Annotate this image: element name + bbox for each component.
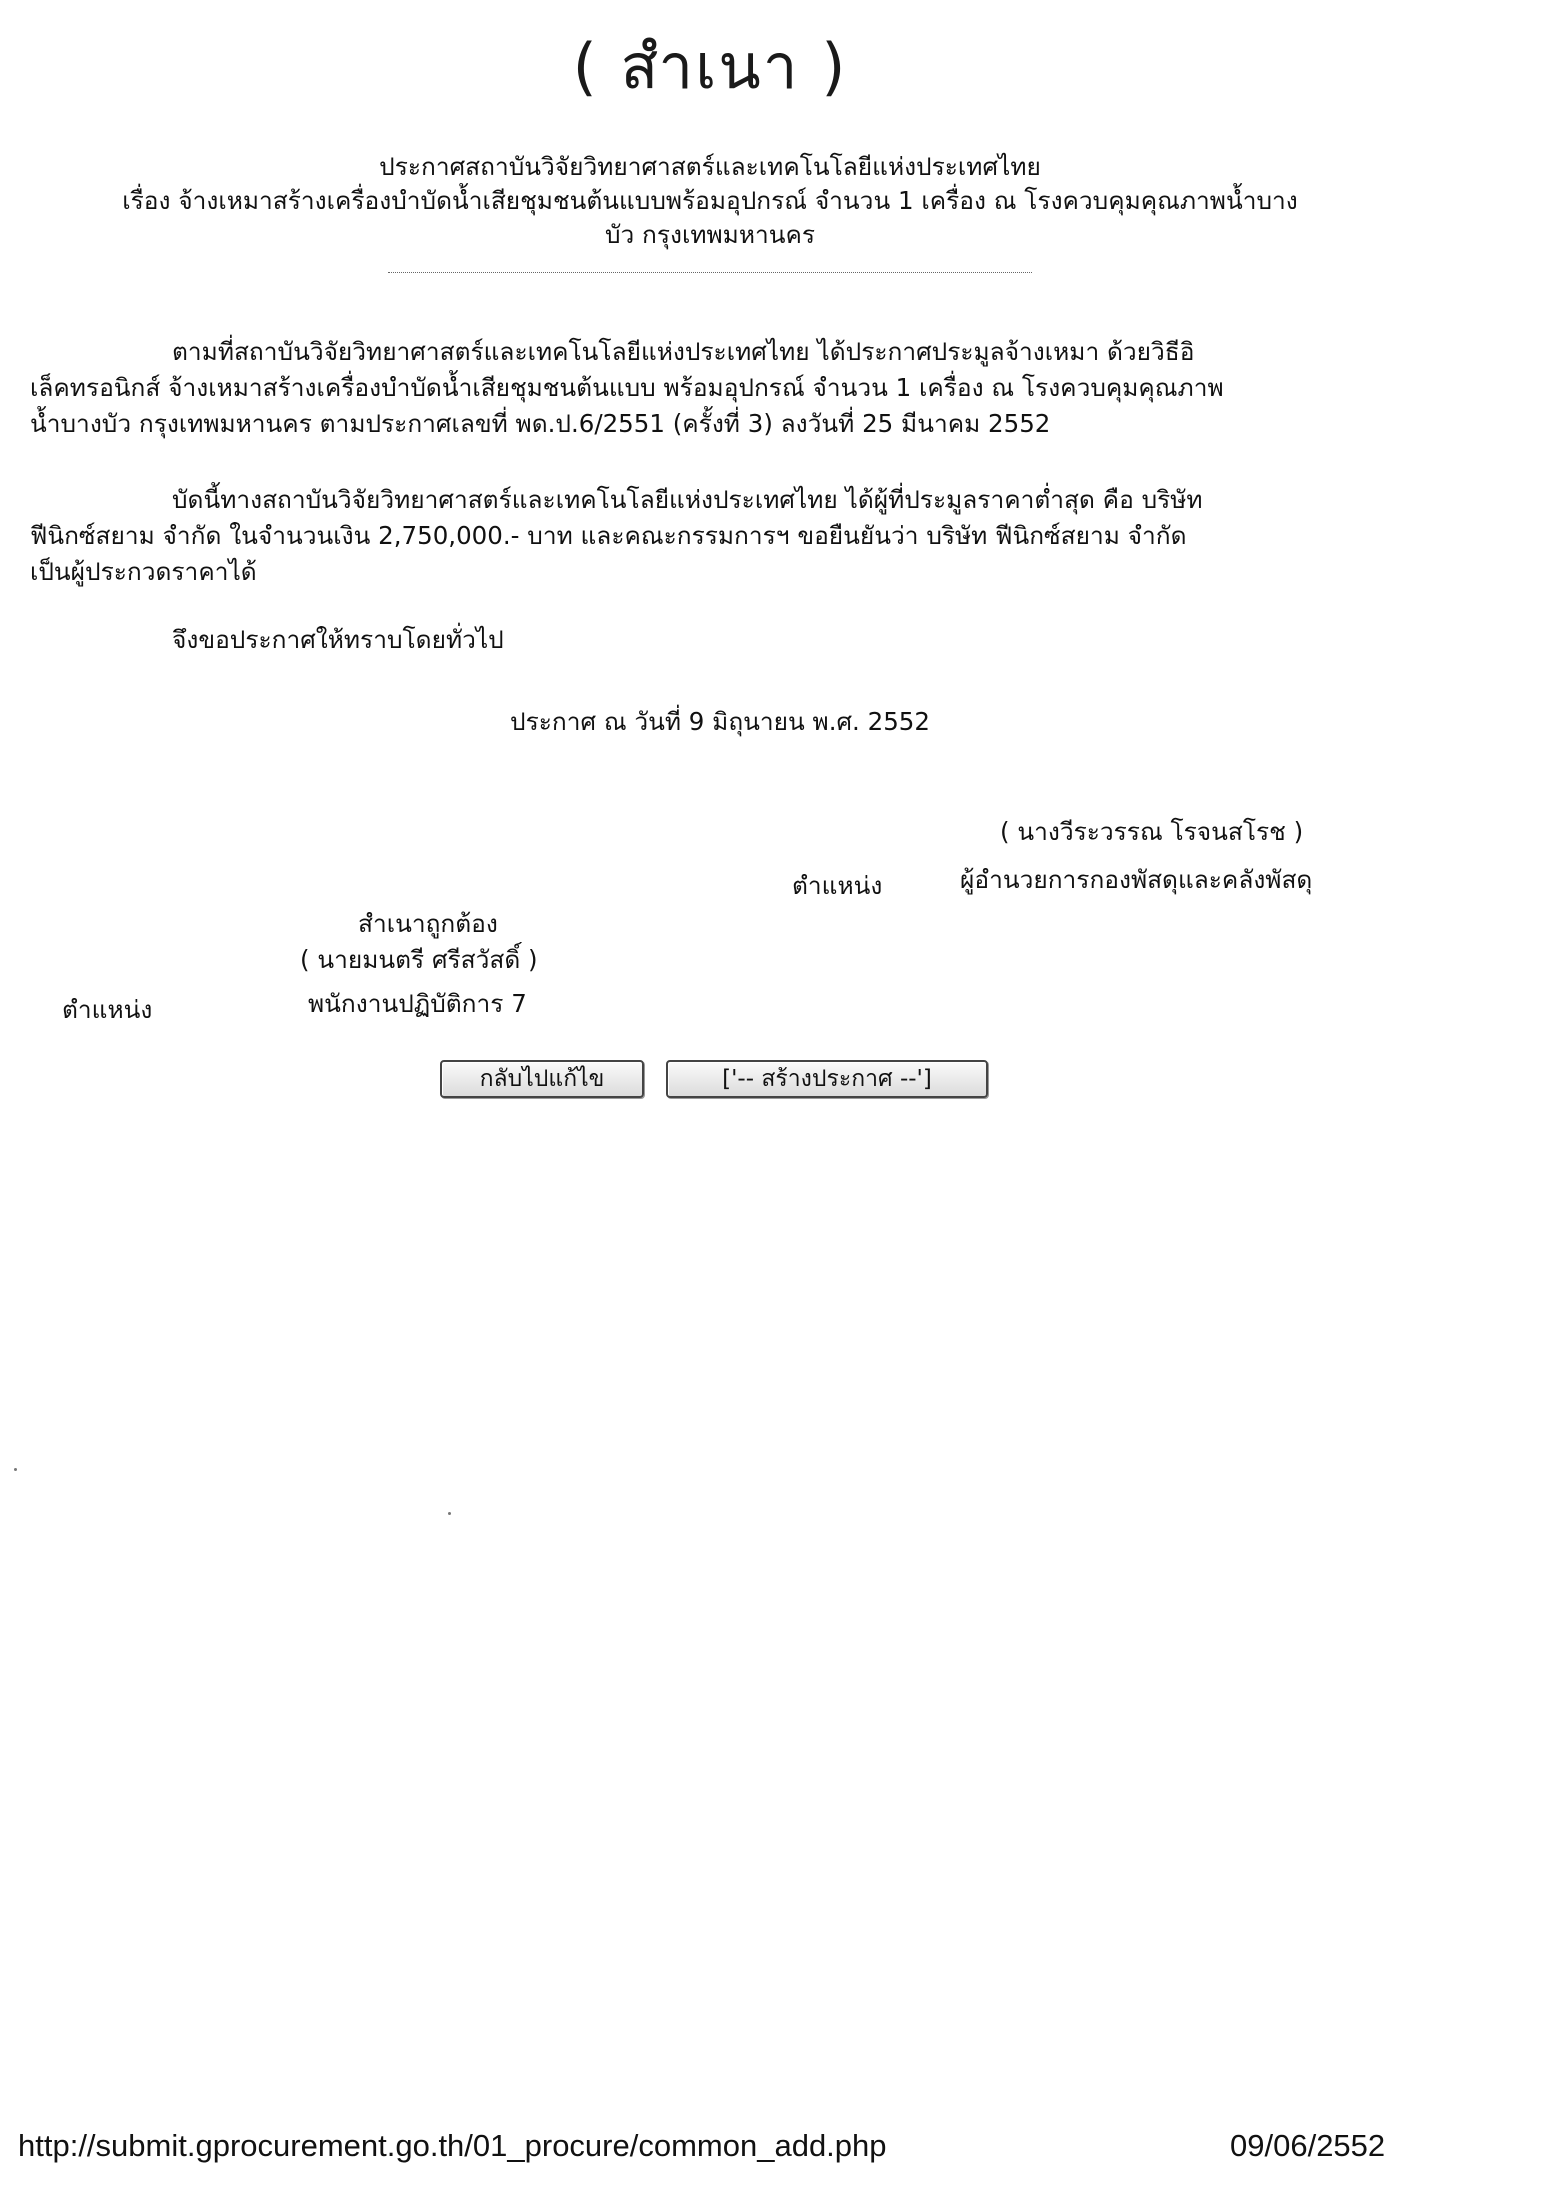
paragraph-1-line-3: น้ำบางบัว กรุงเทพมหานคร ตามประกาศเลขที่ พด.ป.6/2551 (ครั้งที่ 3) ลงวันที่ 25 มีนาคม 2552 — [30, 409, 1051, 438]
signer-position-label: ตำแหน่ง — [792, 871, 883, 900]
paragraph-2 — [30, 482, 1410, 590]
certifier-name: ( นายมนตรี ศรีสวัสดิ์ ) — [300, 945, 538, 974]
signer-position: ผู้อำนวยการกองพัสดุและคลังพัสดุ — [960, 865, 1313, 894]
back-to-edit-button[interactable]: กลับไปแก้ไข — [440, 1060, 644, 1098]
announcement-heading — [30, 150, 1390, 252]
certifier-position-label: ตำแหน่ง — [62, 995, 153, 1024]
heading-line-1: ประกาศสถาบันวิจัยวิทยาศาสตร์และเทคโนโลยีแห่งประเทศไทย — [379, 152, 1041, 181]
announcement-date: ประกาศ ณ วันที่ 9 มิถุนายน พ.ศ. 2552 — [510, 707, 930, 736]
footer-url: http://submit.gprocurement.go.th/01_procure/common_add.php — [18, 2128, 887, 2163]
certifier-position: พนักงานปฏิบัติการ 7 — [308, 989, 527, 1018]
footer-date: 09/06/2552 — [1230, 2128, 1386, 2163]
paragraph-1-line-2: เล็คทรอนิกส์ จ้างเหมาสร้างเครื่องบำบัดน้ำเสียชุมชนต้นแบบ พร้อมอุปกรณ์ จำนวน 1 เครื่อง ณ โรงควบคุมคุณภาพ — [30, 373, 1224, 402]
paragraph-2-line-2: ฟีนิกซ์สยาม จำกัด ในจำนวนเงิน 2,750,000.- บาท และคณะกรรมการฯ ขอยืนยันว่า บริษัท ฟีนิกซ์สยาม จำกัด — [30, 521, 1187, 550]
paragraph-3 — [30, 622, 1410, 658]
paragraph-2-line-1: บัดนี้ทางสถาบันวิจัยวิทยาศาสตร์และเทคโนโลยีแห่งประเทศไทย ได้ผู้ที่ประมูลราคาต่ำสุด คือ บริษัท — [172, 485, 1203, 514]
heading-line-2: เรื่อง จ้างเหมาสร้างเครื่องบำบัดน้ำเสียชุมชนต้นแบบพร้อมอุปกรณ์ จำนวน 1 เครื่อง ณ โรงควบคุมคุณภาพน้ำบาง — [122, 186, 1298, 215]
create-announcement-button[interactable]: ['-- สร้างประกาศ --'] — [666, 1060, 988, 1098]
paragraph-2-line-3: เป็นผู้ประกวดราคาได้ — [30, 557, 257, 586]
paragraph-1 — [30, 334, 1410, 442]
paragraph-3-line: จึงขอประกาศให้ทราบโดยทั่วไป — [172, 625, 504, 654]
copy-stamp: ( สำเนา ) — [572, 30, 848, 103]
paragraph-1-line-1: ตามที่สถาบันวิจัยวิทยาศาสตร์และเทคโนโลยีแห่งประเทศไทย ได้ประกาศประมูลจ้างเหมา ด้วยวิธีอิ — [172, 337, 1195, 366]
heading-divider — [388, 272, 1032, 273]
scan-speck — [448, 1512, 451, 1515]
scan-speck — [14, 1468, 17, 1471]
signer-name: ( นางวีระวรรณ โรจนสโรช ) — [1000, 817, 1304, 846]
heading-line-3: บัว กรุงเทพมหานคร — [604, 220, 816, 249]
certified-copy-label: สำเนาถูกต้อง — [358, 909, 498, 938]
